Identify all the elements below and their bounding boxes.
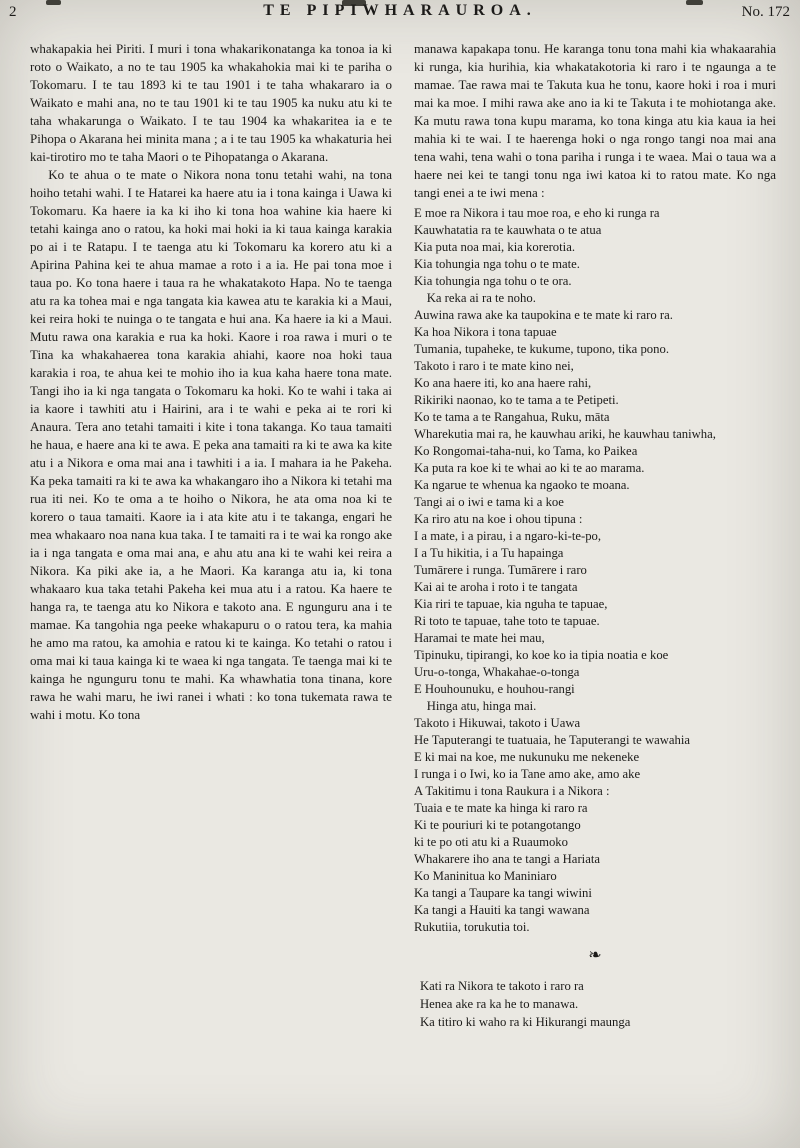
poem-line: Ka hoa Nikora i tona tapuae	[414, 325, 557, 339]
body-paragraph: whakapakia hei Piriti. I muri i tona whakarikonatanga ka tonoa ia ki roto o Waikato, a no te tau 1905 ka whakahokia mai ki te pariha o Tokomaru. I te tau 1893 ki te tau 1901 i te taha whakararo ia o Waikato e mahi ana, no te tau 1901 ki te tau 1905 ka nuku atu ki te taha whakarunga o Waikato. I te tau 1904 ka whakaritea ia e te Pihopa o Akarana hei minita mana ; a i te tau 1905 ka whakaturia hei kai-tirotiro mo te taha Maori o te Pihopatanga o Akarana.	[30, 41, 392, 164]
body-paragraph: manawa kapakapa tonu. He karanga tonu tona mahi kia whakaarahia ki runga, kia hurihia, kia whakatakotoria ki raro i te ngaunga a te mamae. Tae rawa mai te Takuta kua he tonu, kaore hoki i roa i muri mai ka moe. I mihi rawa ake ano ia ki te Takuta i te mohiotanga ake. Ka mutu rawa tona kupu marama, ko tona kinga atu kia kaua ia hei mahia ki te wai. I te haerenga hoki o nga rongo tangi noa mai ana tena wahi, tena wahi o tona pariha i runga i te waea. Mai o taua wa a haere nei kei te tangi tonu nga iwi katoa ki to ratou mate. Ko nga tangi enei a te iwi mena :	[414, 41, 776, 200]
poem-line: Ko te tama a te Rangahua, Ruku, māta	[414, 410, 610, 424]
poem-line: Henea ake ra ka he to manawa.	[420, 997, 579, 1011]
poem-line: Tumārere i runga. Tumārere i raro	[414, 563, 587, 577]
poem-line: Kia tohungia nga tohu o te mate.	[414, 257, 580, 271]
poem-line: Ka tangi a Taupare ka tangi wiwini	[414, 886, 592, 900]
poem-line: Kia riri te tapuae, kia nguha te tapuae,	[414, 597, 608, 611]
poem-line: Rukutiia, torukutia toi.	[414, 920, 530, 934]
poem-line: Ri toto te tapuae, tahe toto te tapuae.	[414, 614, 600, 628]
poem-line: Ka ngarue te whenua ka ngaoko te moana.	[414, 478, 630, 492]
poem-line: I runga i o Iwi, ko ia Tane amo ake, amo ake	[414, 767, 641, 781]
poem-line: Kauwhatatia ra te kauwhata o te atua	[414, 223, 602, 237]
poem-line: Ko ana haere iti, ko ana haere rahi,	[414, 376, 592, 390]
body-paragraph: Ko te ahua o te mate o Nikora nona tonu tetahi wahi, na tona hoiho tetahi wahi. I te Hatarei ka haere atu ia i tona kainga i Uawa ki Tokomaru. Ka haere ia ka ki iho ki tona hoa wahine kia haere ki tetahi kainga ano o ratou, ka hoki mai hoki ia ki taua kainga karakia po ai i te Ratapu. I te taenga atu ki Tokomaru ka korero atu ki a Apirina Pahina kei te ahua mamae a roto i a ia. He pai tona moe i taua po. Ko tona haere i taua ra he whakatakoto Hapa. No te taenga atu ra ka tohea mai e nga tangata kia kawea atu te karakia ki a Maui, kei reira hoki te nuinga o te tangata e hui ana. Ka haere ia ki a Maui. Mutu rawa ona karakia e rua ka hoki. Kaore i roa rawa i muri o te Tina ka whakahaerea tona karakia ahiahi, kaore noa hoki taua karakia i roa, te ahua kei te mohio iho ia kua kaha haere tona mate. Tangi iho ia ki nga tangata o Tokomaru ka hoki. Ko te wahi i taka ai ia kaore i tawhiti atu i Hairini, ara i te wahi e peka ai te rori ki Anaura. Tera ano tetahi tamaiti i kite i tona takanga. Ko taua tamaiti he haua, e haere ana ki te awa. E peka ana tamaiti ra ki te awa ka kite atu i a Nikora e oma mai ana i tawhiti i a ia. I mahara ia he Pakeha. Ka peka tamaiti ra ki te awa ka whakangaro iho a Nikora ki tetahi ma rua iti nei. Ko te oma a te hoiho o Nikora, he ata oma noa ki te korero o taua tamaiti. Kaore ia i ata kite atu i te takanga, engari he mea whakaaro noa nana kua taka. I te tamaiti ra i te wai ka rongo ake ia i nga tangata e oma mai ana, e ahu atu ana ki te wahi kei reira a Nikora. Ka piki ake ia, a he Maori. Ka karanga atu ia, ki tona whakaaro kua taka tetahi Pakeha kei mua atu i a ratou. Ka haere te hanga ra, te taenga atu ko Nikora e takoto ana. E ngunguru ana i te mamae. Ka tangohia nga peeke whakapuru o o ratou tera, ka mahia he amo ma ratou, ka amohia e ratou ki te kainga. Ko tetahi o ratou i oma mai ki taua kainga ki te waea ki nga tangata. Te taenga mai ki te kainga he ngunguru tonu te mahi. Ka whawhatia tona tinana, kore rawa he wahi maru, he iwi ranei i whati : ko tona tukemata rawa te wahi i motu. Ko tona	[30, 167, 392, 722]
poem-line: Ka titiro ki waho ra ki Hikurangi maunga	[420, 1015, 631, 1029]
poem-line: E ki mai na koe, me nukunuku me nekeneke	[414, 750, 640, 764]
poem-line: Uru-o-tonga, Whakahae-o-tonga	[414, 665, 580, 679]
poem-line: Ka riro atu na koe i ohou tipuna :	[414, 512, 583, 526]
poem-line: Tuaia e te mate ka hinga ki raro ra	[414, 801, 588, 815]
poem-line: E Houhounuku, e houhou-rangi	[414, 682, 575, 696]
poem-line: Takoto i raro i te mate kino nei,	[414, 359, 574, 373]
issue-number: No. 172	[741, 4, 790, 20]
closing-lament	[414, 977, 776, 1031]
poem-line: Kati ra Nikora te takoto i raro ra	[420, 979, 584, 993]
poem-line: ki te po oti atu ki a Ruaumoko	[414, 835, 568, 849]
page-number: 2	[9, 4, 17, 20]
fleuron-ornament: ❧	[588, 947, 602, 964]
poem-line: Whakarere iho ana te tangi a Hariata	[414, 852, 600, 866]
poem-line: Ka tangi a Hauiti ka tangi wawana	[414, 903, 590, 917]
poem-line: Tipinuku, tipirangi, ko koe ko ia tipia noatia e koe	[414, 648, 669, 662]
left-column	[30, 40, 392, 1148]
right-column	[414, 40, 776, 1148]
poem-line: Ko Rongomai-taha-nui, ko Tama, ko Paikea	[414, 444, 638, 458]
poem-line: He Taputerangi te tuatuaia, he Taputerangi te wawahia	[414, 733, 691, 747]
poem-line: Ki te pouriuri ki te potangotango	[414, 818, 581, 832]
newspaper-title: TE PIPIWHARAUROA.	[263, 2, 537, 19]
poem-line: Ko Maninitua ko Maniniaro	[414, 869, 557, 883]
poem-line: Ka reka ai ra te noho.	[414, 291, 536, 305]
poem-line: Rikiriki naonao, ko te tama a te Petipeti.	[414, 393, 619, 407]
poem-line: Takoto i Hikuwai, takoto i Uawa	[414, 716, 581, 730]
poem-line: Kia puta noa mai, kia korerotia.	[414, 240, 576, 254]
poem-line: E moe ra Nikora i tau moe roa, e eho ki runga ra	[414, 206, 660, 220]
poem-line: Tangi ai o iwi e tama ki a koe	[414, 495, 564, 509]
page-body	[30, 40, 776, 1148]
masthead	[0, 0, 800, 30]
poem-line: Tumania, tupaheke, te kukume, tupono, tika pono.	[414, 342, 670, 356]
poem-line: Ka puta ra koe ki te whai ao ki te ao marama.	[414, 461, 645, 475]
poem-line: Haramai te mate hei mau,	[414, 631, 545, 645]
poem-line: Kai ai te aroha i roto i te tangata	[414, 580, 578, 594]
poem-line: I a Tu hikitia, i a Tu hapainga	[414, 546, 564, 560]
poem-line: I a mate, i a pirau, i a ngaro-ki-te-po,	[414, 529, 602, 543]
poem-line: Kia tohungia nga tohu o te ora.	[414, 274, 572, 288]
poem-line: Auwina rawa ake ka taupokina e te mate ki raro ra.	[414, 308, 673, 322]
poem-line: A Takitimu i tona Raukura i a Nikora :	[414, 784, 610, 798]
poem-line: Wharekutia mai ra, he kauwhau ariki, he kauwhau taniwha,	[414, 427, 716, 441]
lament-poem	[414, 205, 776, 936]
poem-line: Hinga atu, hinga mai.	[414, 699, 537, 713]
